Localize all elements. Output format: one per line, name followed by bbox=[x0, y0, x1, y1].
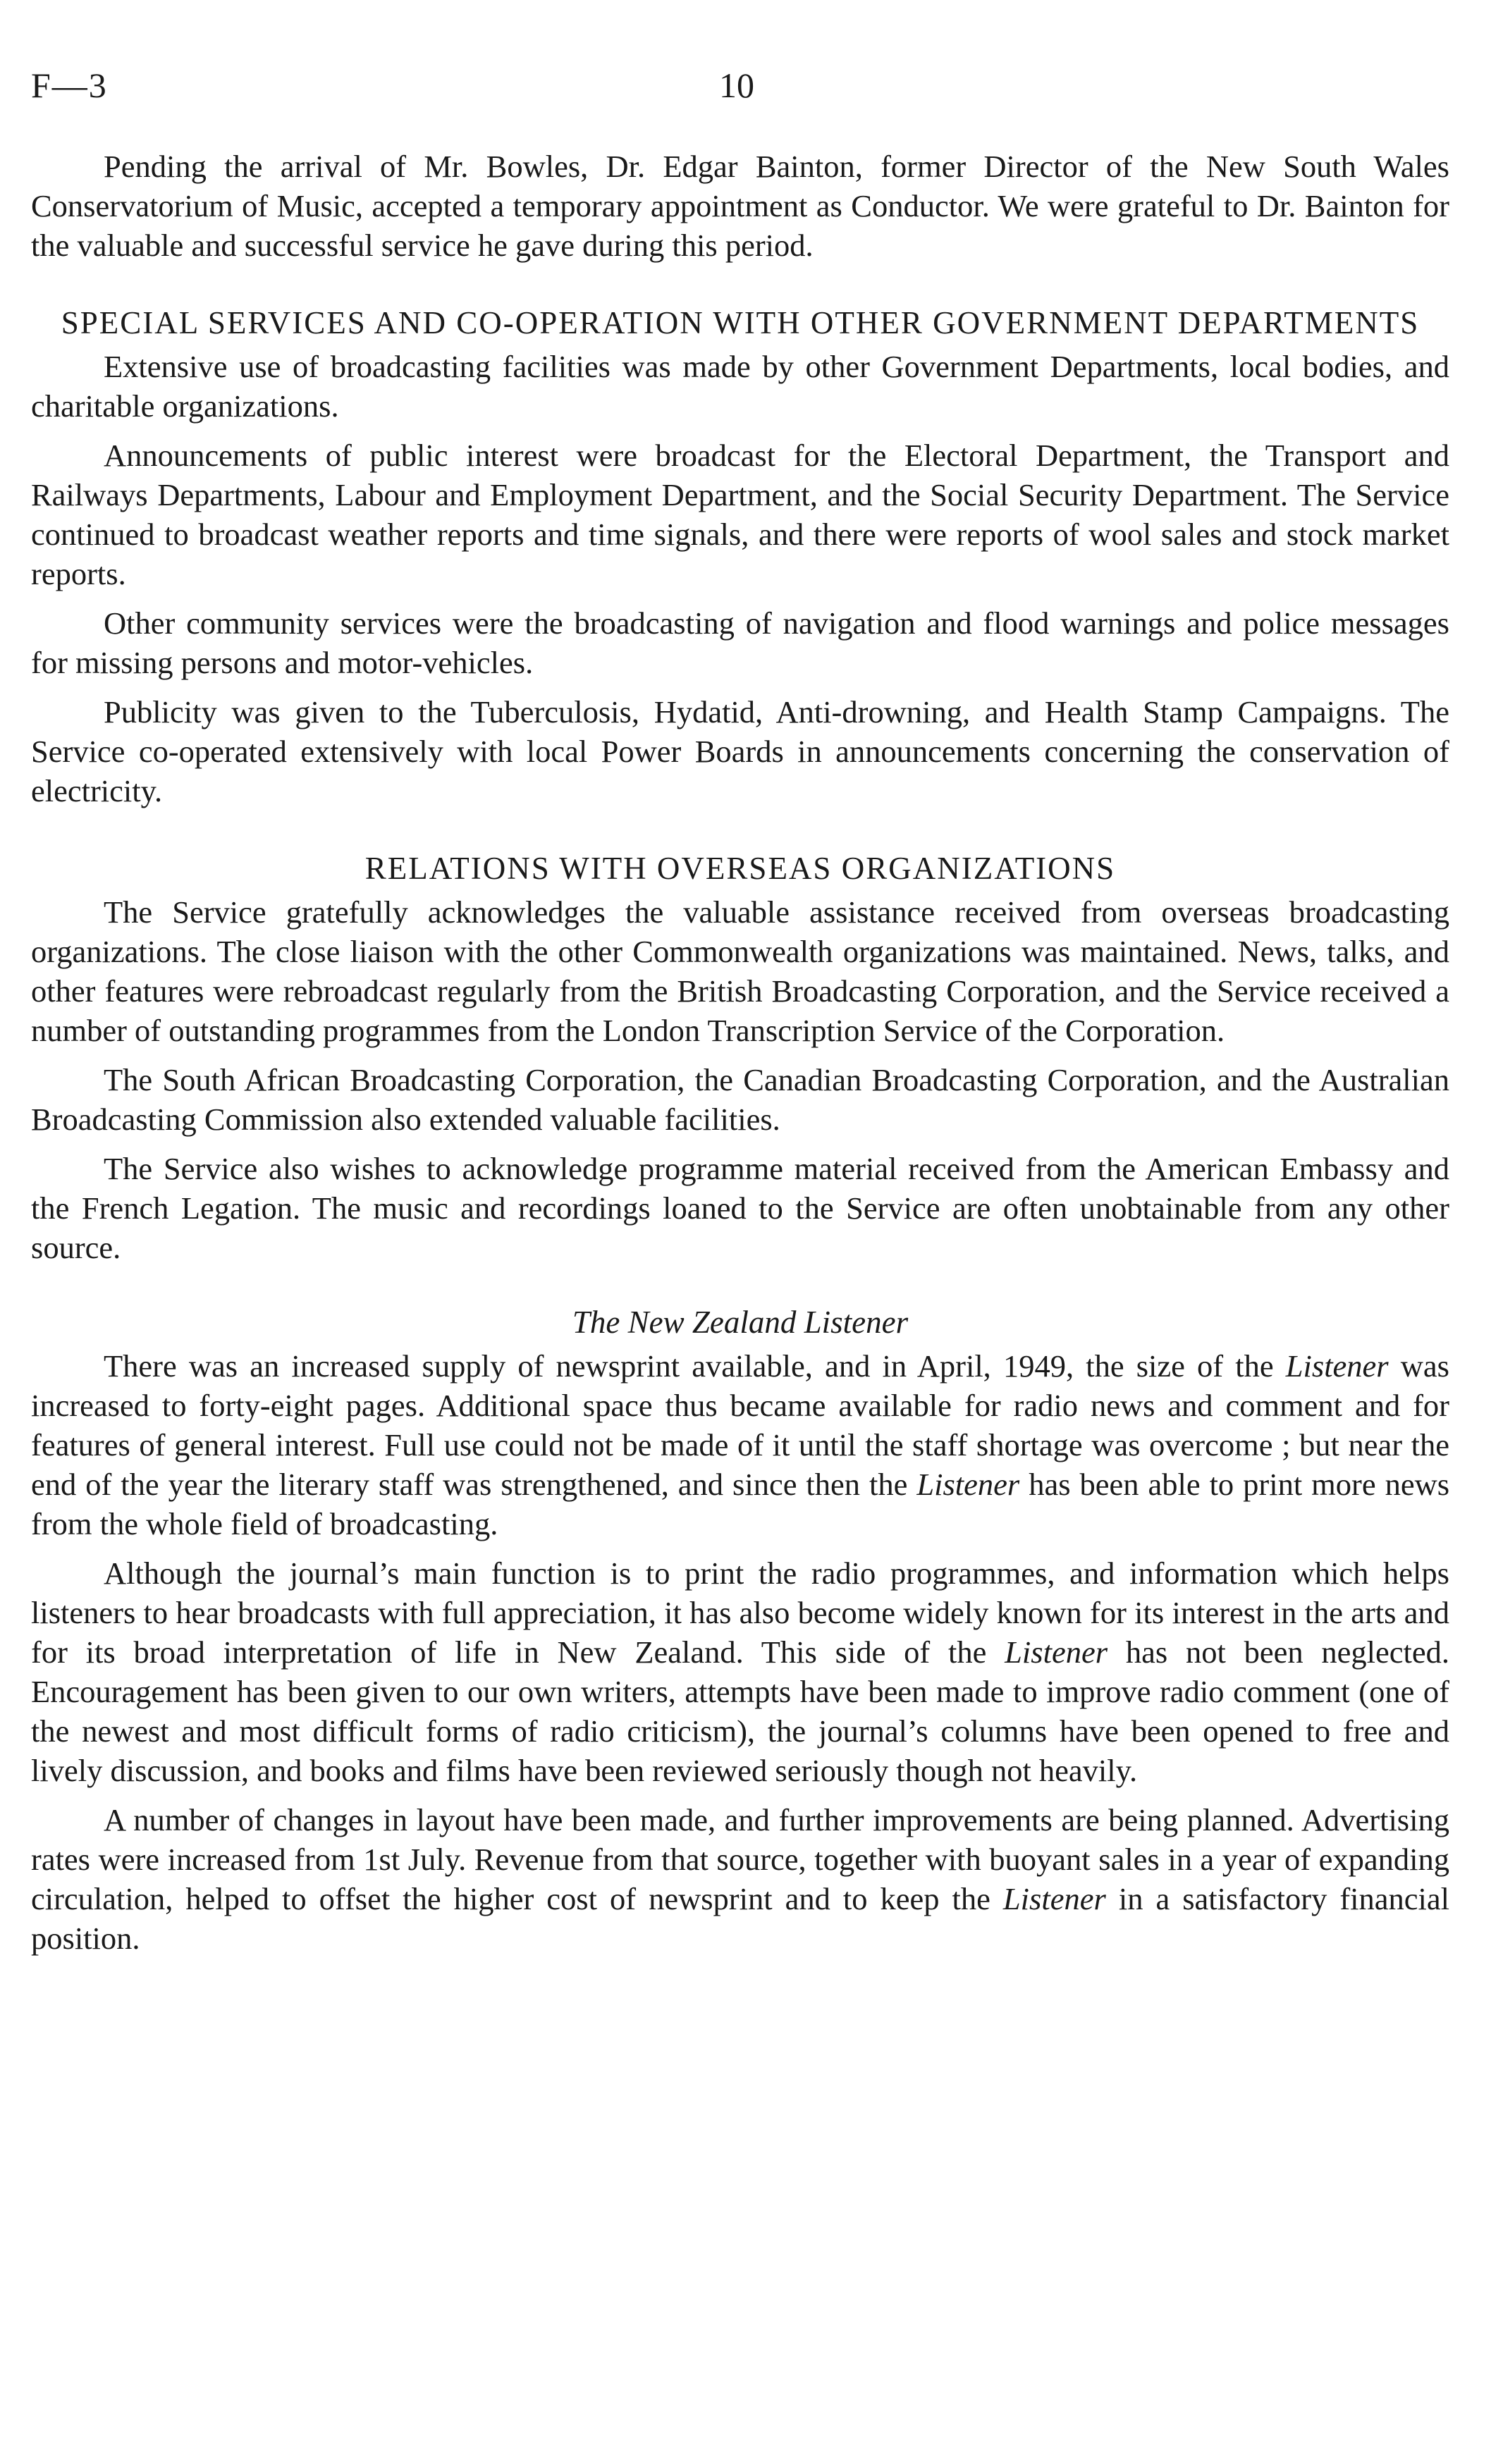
paragraph-bainton: Pending the arrival of Mr. Bowles, Dr. Edgar Bainton, former Director of the New South Wales Conservatorium of Music, accepted a temporary appointment as Conductor. We were grateful to Dr. Bainton for the valuable and successful service he gave during this period. bbox=[31, 149, 1449, 263]
heading-special-services: SPECIAL SERVICES AND CO-OPERATION WITH OTHER GOVERNMENT DEPARTMENTS bbox=[61, 305, 1420, 340]
page-number: 10 bbox=[719, 66, 754, 105]
text-segment: in a satisfactory financial position. bbox=[31, 1881, 1450, 1956]
text-segment: has been able to print more news from the whole field of broadcasting. bbox=[31, 1467, 1450, 1541]
heading-nz-listener: The New Zealand Listener bbox=[572, 1305, 909, 1340]
text-segment: was increased to forty-eight pages. Additional space thus became available for radio news and comment and for features of general interest. Full use could not be made of it until the staff shortage was overcome ; but near the end of the year the literary staff was strengthened, and since then the bbox=[31, 1348, 1449, 1502]
text-segment: There was an increased supply of newsprint available, and in April, 1949, the size of the bbox=[104, 1348, 1274, 1384]
report-code: F—3 bbox=[31, 66, 108, 105]
listener-title: Listener bbox=[1005, 1634, 1108, 1670]
text-segment: A number of changes in layout have been made, and further improvements are being planned. Advertising rates were increased from 1st July. Revenue from that source, together with buoyant sales in a year of expanding circulation, helped to offset the higher cost of newsprint and to keep the bbox=[31, 1802, 1449, 1916]
paragraph-embassy-material: The Service also wishes to acknowledge programme material received from the American Embassy and the French Legation. The music and recordings loaned to the Service are often unobtainable from any other source. bbox=[31, 1151, 1449, 1265]
paragraph-commonwealth-facilities: The South African Broadcasting Corporation, the Canadian Broadcasting Corporation, and the Australian Broadcasting Commission also extended valuable facilities. bbox=[31, 1062, 1449, 1137]
paragraph-broadcasting-facilities: Extensive use of broadcasting facilities was made by other Government Departments, local bodies, and charitable organizations. bbox=[31, 349, 1449, 424]
listener-title: Listener bbox=[1285, 1348, 1389, 1384]
paragraph-publicity: Publicity was given to the Tuberculosis, Hydatid, Anti-drowning, and Health Stamp Campaigns. The Service co-operated extensively with local Power Boards in announcements concerning the conservation of electricity. bbox=[31, 694, 1449, 808]
text-segment: has not been neglected. Encouragement has been given to our own writers, attempts have been made to improve radio comment (one of the newest and most difficult forms of radio criticism), the journal’s columns have been opened to free and lively discussion, and books and films have been reviewed seriously though not heavily. bbox=[31, 1634, 1450, 1788]
paragraph-announcements: Announcements of public interest were broadcast for the Electoral Department, the Transport and Railways Departments, Labour and Employment Department, and the Social Security Department. The Service continued to broadcast weather reports and time signals, and there were reports of wool sales and stock market reports. bbox=[31, 438, 1449, 591]
paragraph-layout-changes bbox=[31, 1800, 1449, 1958]
page-body bbox=[31, 147, 1449, 1968]
paragraph-journal-function bbox=[31, 1553, 1449, 1790]
heading-overseas-relations: RELATIONS WITH OVERSEAS ORGANIZATIONS bbox=[364, 851, 1116, 886]
listener-title: Listener bbox=[1002, 1881, 1106, 1916]
paragraph-overseas-assistance: The Service gratefully acknowledges the valuable assistance received from overseas broadcasting organizations. The close liaison with the other Commonwealth organizations was maintained. News, talks, and other features were rebroadcast regularly from the British Broadcasting Corporation, and the Service received a number of outstanding programmes from the London Transcription Service of the Corporation. bbox=[31, 894, 1449, 1048]
paragraph-community-services: Other community services were the broadcasting of navigation and flood warnings and police messages for missing persons and motor-vehicles. bbox=[31, 605, 1449, 680]
paragraph-newsprint bbox=[31, 1346, 1449, 1544]
text-segment: Although the journal’s main function is to print the radio programmes, and information which helps listeners to hear broadcasts with full appreciation, it has also become widely known for its interest in the arts and for its broad interpretation of life in New Zealand. This side of the bbox=[31, 1556, 1449, 1670]
listener-title: Listener bbox=[916, 1467, 1020, 1502]
